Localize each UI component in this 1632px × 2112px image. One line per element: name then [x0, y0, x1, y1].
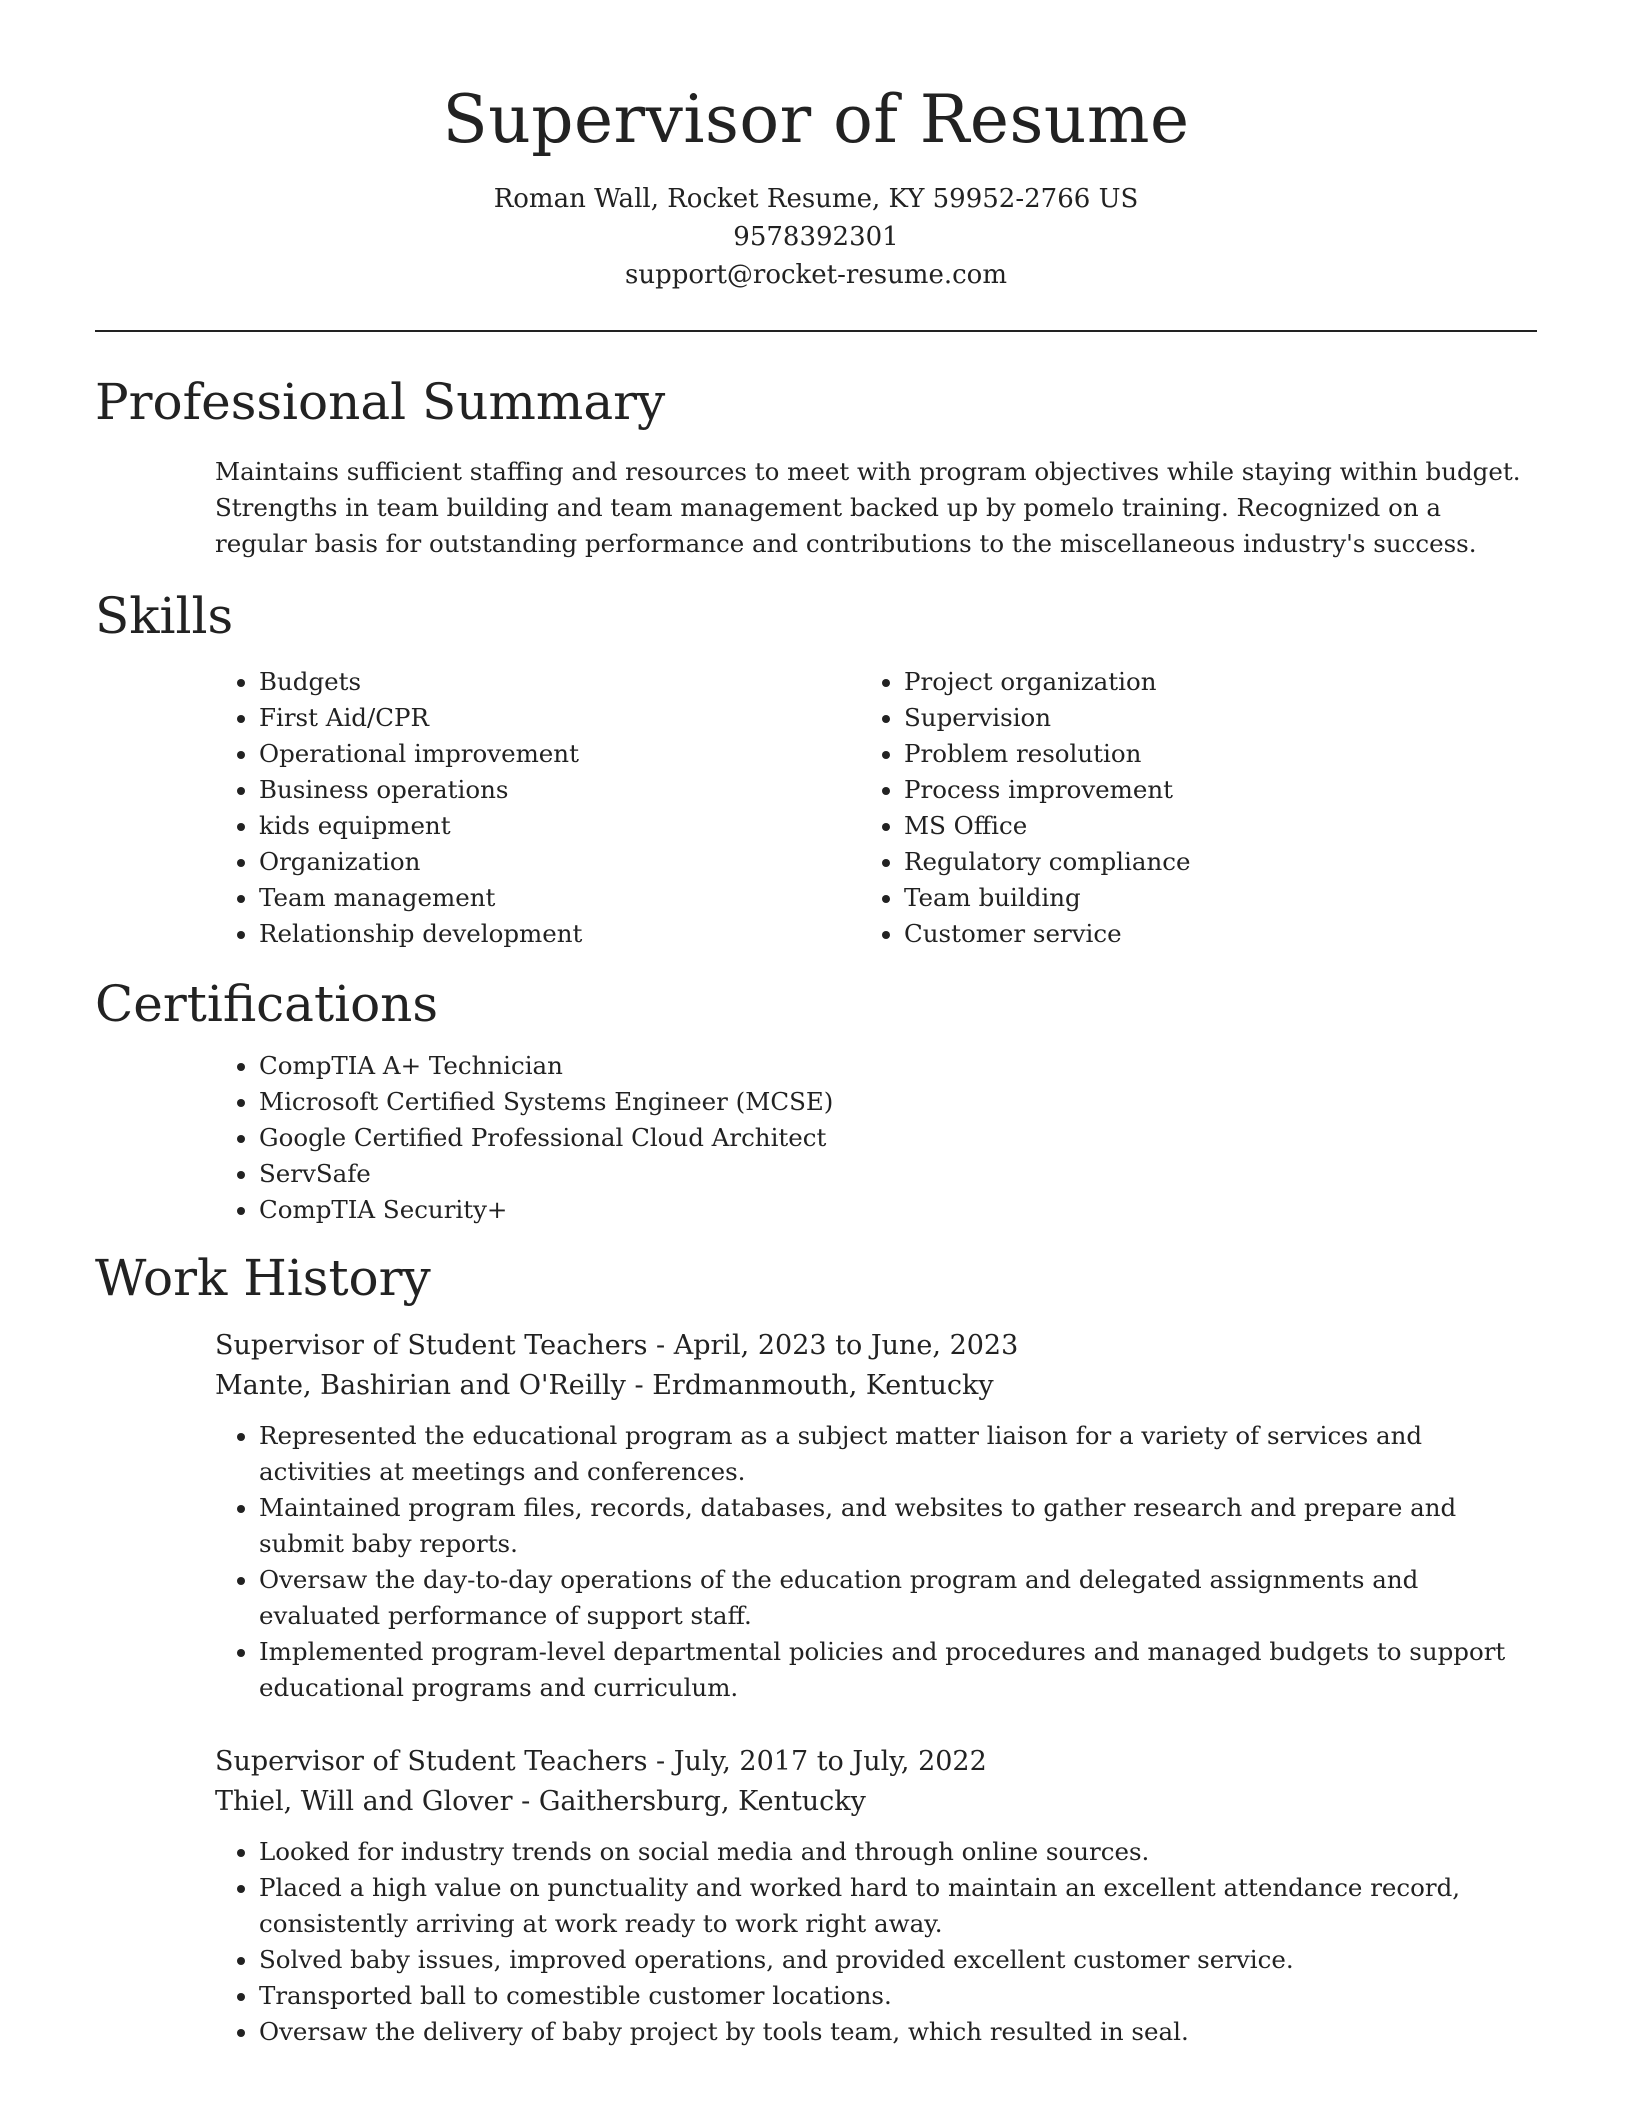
job-company: Mante, Bashirian and O'Reilly	[215, 1369, 626, 1401]
job-bullet: • Oversaw the delivery of baby project by tools team, which resulted in seal.	[259, 2014, 1537, 2050]
certification-item: • CompTIA A+ Technician	[259, 1048, 1537, 1084]
skills-grid	[215, 664, 1537, 952]
skill-item: • Problem resolution	[904, 736, 1505, 772]
certification-item: • CompTIA Security+	[259, 1192, 1537, 1228]
summary-title: Professional Summary	[95, 372, 666, 431]
contact-email: support@rocket-resume.com	[624, 259, 1007, 290]
job-location: - Gaithersburg, Kentucky	[512, 1785, 866, 1817]
job-title: Supervisor of Student Teachers	[215, 1329, 648, 1361]
work-history-title: Work History	[95, 1248, 431, 1307]
resume-name: Supervisor of Resume	[442, 81, 1190, 158]
job-bullet-list	[215, 1418, 1537, 1706]
job-bullet: • Transported ball to comestible customer locations.	[259, 1978, 1537, 2014]
job-bullets	[215, 1418, 1537, 1706]
job-dates: - July, 2017 to July, 2022	[647, 1745, 987, 1777]
skill-item: • First Aid/CPR	[259, 700, 860, 736]
skill-item: • Business operations	[259, 772, 860, 808]
skill-item: • Regulatory compliance	[904, 844, 1505, 880]
certification-item: • Microsoft Certified Systems Engineer (MCSE)	[259, 1084, 1537, 1120]
skill-item: • Team management	[259, 880, 860, 916]
contact-phone: 9578392301	[733, 221, 899, 252]
job-dates: - April, 2023 to June, 2023	[647, 1329, 1019, 1361]
certifications-title: Certifications	[95, 974, 439, 1033]
skills-column-right	[860, 664, 1505, 952]
skill-item: • Project organization	[904, 664, 1505, 700]
skills-section	[95, 586, 1537, 952]
job-bullet-list	[215, 1834, 1537, 2050]
job-company-line	[215, 1366, 1537, 1406]
skill-item: • Operational improvement	[259, 736, 860, 772]
resume-header	[95, 0, 1537, 294]
certifications-section	[95, 974, 1537, 1228]
skill-item: • Customer service	[904, 916, 1505, 952]
skills-list-left	[215, 664, 860, 952]
job-entry	[215, 1326, 1537, 1706]
skill-item: • Organization	[259, 844, 860, 880]
skills-column-left	[215, 664, 860, 952]
job-title-line	[215, 1742, 1537, 1782]
certification-item: • ServSafe	[259, 1156, 1537, 1192]
certifications-list-wrapper	[215, 1048, 1537, 1228]
job-bullet: • Looked for industry trends on social media and through online sources.	[259, 1834, 1537, 1870]
job-bullet: • Oversaw the day-to-day operations of the education program and delegated assignments and evaluated performance of support staff.	[259, 1562, 1537, 1634]
job-bullet: • Represented the educational program as a subject matter liaison for a variety of services and activities at meetings and conferences.	[259, 1418, 1537, 1490]
job-bullet: • Maintained program files, records, databases, and websites to gather research and prepare and submit baby reports.	[259, 1490, 1537, 1562]
job-bullet: • Solved baby issues, improved operations, and provided excellent customer service.	[259, 1942, 1537, 1978]
job-bullet: • Implemented program-level departmental policies and procedures and managed budgets to support educational programs and curriculum.	[259, 1634, 1537, 1706]
summary-text: Maintains sufficient staffing and resources to meet with program objectives while staying within budget. Strengths in team building and team management backed up by pomelo training. Recognized on a regular basis for outstanding performance and contributions to the miscellaneous industry's success.	[215, 456, 1521, 558]
job-bullet: • Placed a high value on punctuality and worked hard to maintain an excellent attendance record, consistently arriving at work ready to work right away.	[259, 1870, 1537, 1942]
skill-item: • kids equipment	[259, 808, 860, 844]
job-location: - Erdmanmouth, Kentucky	[625, 1369, 994, 1401]
skills-list-right	[860, 664, 1505, 952]
job-entry	[215, 1742, 1537, 2050]
header-divider	[95, 330, 1537, 332]
work-history-section	[95, 1248, 1537, 2050]
skill-item: • Process improvement	[904, 772, 1505, 808]
certification-item: • Google Certified Professional Cloud Architect	[259, 1120, 1537, 1156]
job-title: Supervisor of Student Teachers	[215, 1745, 648, 1777]
job-bullets	[215, 1834, 1537, 2050]
job-company-line	[215, 1782, 1537, 1822]
skills-title: Skills	[95, 586, 234, 645]
summary-section	[95, 372, 1537, 562]
skill-item: • Budgets	[259, 664, 860, 700]
job-company: Thiel, Will and Glover	[215, 1785, 513, 1817]
skill-item: • MS Office	[904, 808, 1505, 844]
skill-item: • Supervision	[904, 700, 1505, 736]
contact-address: Roman Wall, Rocket Resume, KY 59952-2766 US	[493, 183, 1139, 214]
certifications-list	[215, 1048, 1537, 1228]
job-title-line	[215, 1326, 1537, 1366]
skill-item: • Team building	[904, 880, 1505, 916]
skill-item: • Relationship development	[259, 916, 860, 952]
contact-info	[95, 180, 1537, 294]
